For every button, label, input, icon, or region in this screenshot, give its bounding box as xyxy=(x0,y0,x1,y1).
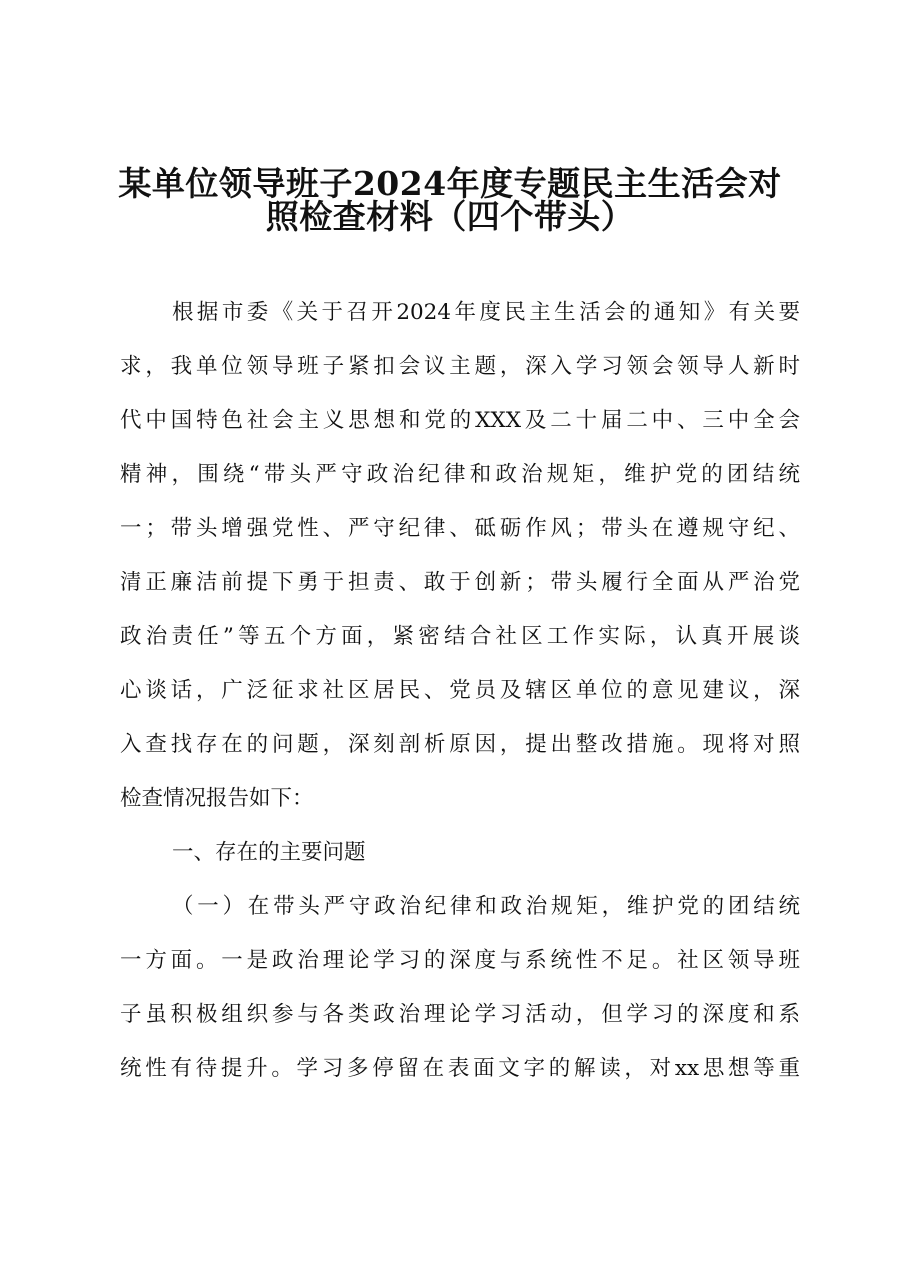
section-paragraph-line: 一方面。一是政治理论学习的深度与系统性不足。社区领导班 xyxy=(120,948,800,973)
intro-paragraph-line: 一；带头增强党性、严守纪律、砥砺作风；带头在遵规守纪、 xyxy=(120,516,800,541)
intro-paragraph-line: 清正廉洁前提下勇于担责、敢于创新；带头履行全面从严治党 xyxy=(120,570,800,595)
document-title-line-2: 照检查材料（四个带头） xyxy=(265,197,635,236)
intro-paragraph-line: 入查找存在的问题，深刻剖析原因，提出整改措施。现将对照 xyxy=(120,732,800,757)
intro-paragraph-line: 根据市委《关于召开2024年度民主生活会的通知》有关要 xyxy=(172,300,800,325)
intro-paragraph-line: 精神，围绕“带头严守政治纪律和政治规矩，维护党的团结统 xyxy=(120,462,800,487)
section-paragraph-line: 统性有待提升。学习多停留在表面文字的解读，对xx思想等重 xyxy=(120,1056,800,1081)
intro-paragraph-line: 求，我单位领导班子紧扣会议主题，深入学习领会领导人新时 xyxy=(120,354,800,379)
section-paragraph-line: 子虽积极组织参与各类政治理论学习活动，但学习的深度和系 xyxy=(120,1002,800,1027)
intro-paragraph-line: 心谈话，广泛征求社区居民、党员及辖区单位的意见建议，深 xyxy=(120,678,800,703)
intro-paragraph-line: 政治责任”等五个方面，紧密结合社区工作实际，认真开展谈 xyxy=(120,624,800,649)
document-title-line-1: 某单位领导班子2024年度专题民主生活会对 xyxy=(118,164,782,203)
intro-paragraph-line: 代中国特色社会主义思想和党的XXX及二十届二中、三中全会 xyxy=(120,408,800,433)
intro-paragraph-line: 检查情况报告如下： xyxy=(120,786,314,811)
section-paragraph-line: （一）在带头严守政治纪律和政治规矩，维护党的团结统 xyxy=(172,894,800,919)
section-heading: 一、存在的主要问题 xyxy=(172,840,366,865)
